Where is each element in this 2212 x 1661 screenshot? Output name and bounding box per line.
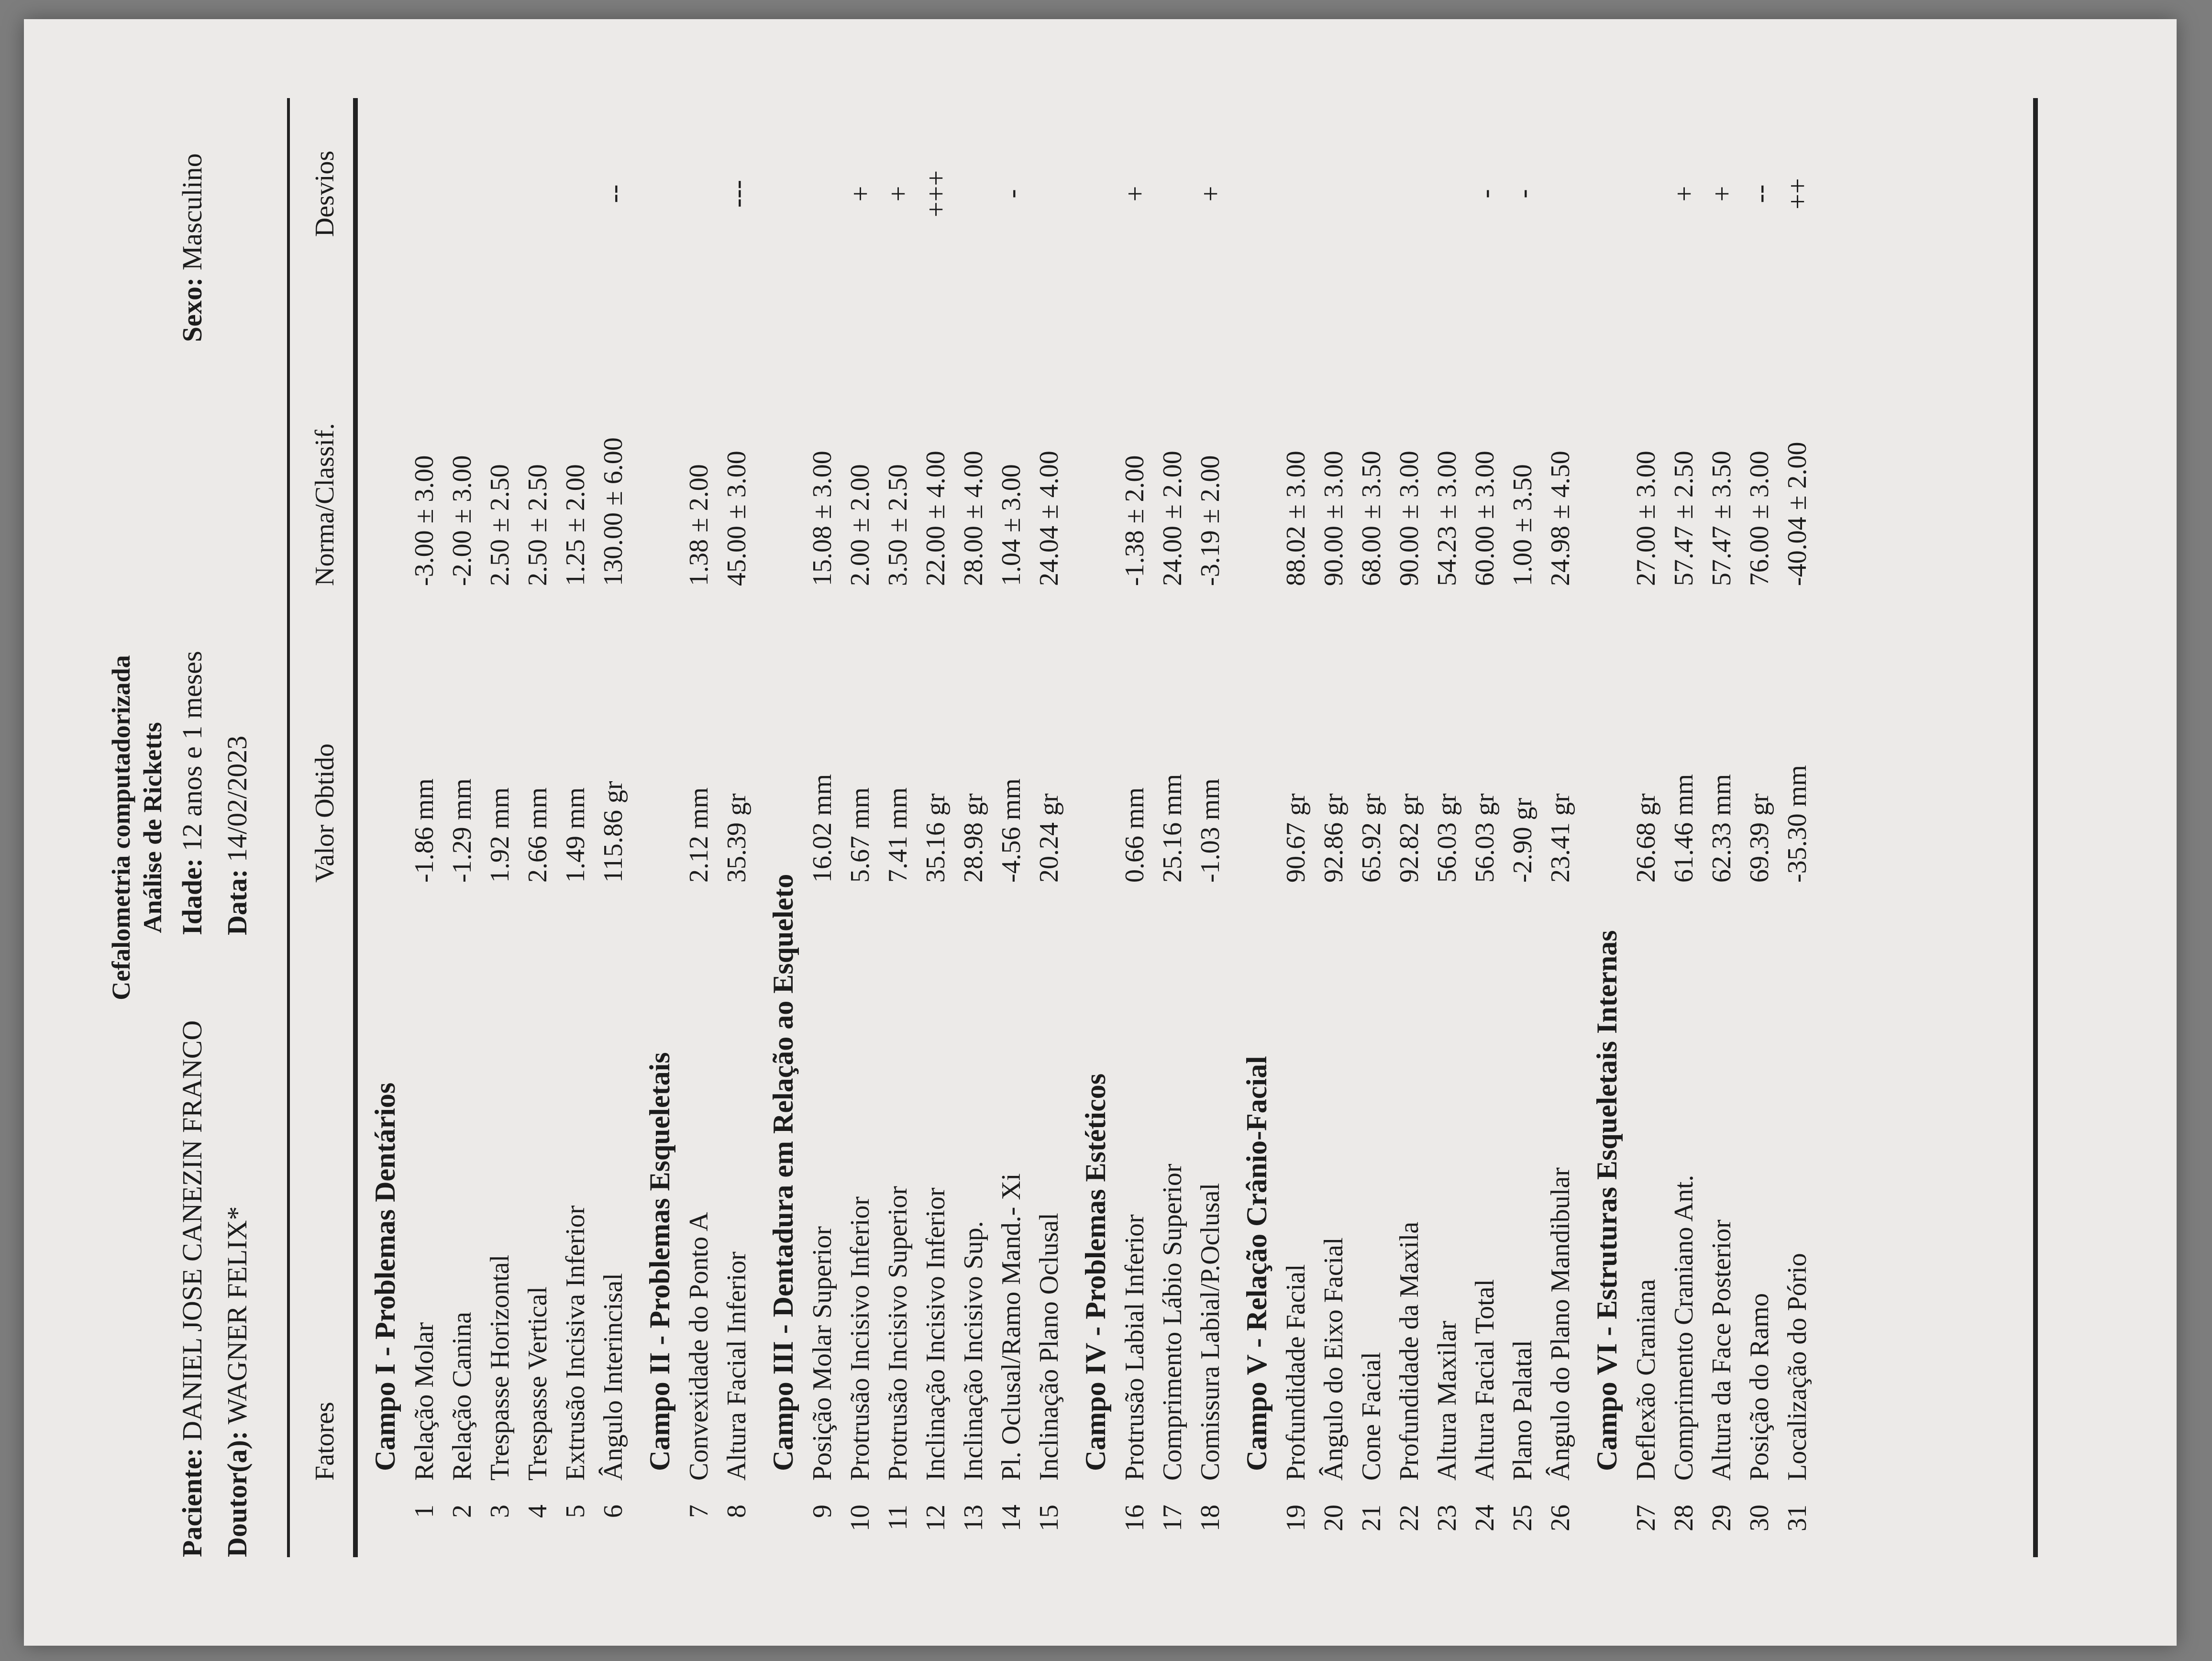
obtained-value: 28.98 gr	[959, 793, 988, 883]
norm-value: 60.00 ± 3.00	[1470, 451, 1500, 586]
obtained-value: 5.67 mm	[845, 787, 875, 883]
obtained-value: 35.39 gr	[722, 793, 752, 883]
table-row	[406, 98, 443, 1557]
patient-age: 12 anos e 1 meses	[177, 651, 208, 852]
deviation-mark: +	[1706, 186, 1737, 202]
row-number: 10	[845, 1505, 875, 1531]
table-row	[1116, 98, 1154, 1557]
table-row	[1504, 98, 1542, 1557]
row-number: 25	[1508, 1505, 1537, 1531]
factor-name: Plano Palatal	[1508, 1340, 1537, 1481]
norm-value: 24.00 ± 2.00	[1158, 451, 1187, 586]
row-number: 16	[1120, 1505, 1150, 1531]
obtained-value: -1.03 mm	[1195, 778, 1225, 883]
date-label: Data:	[221, 869, 253, 935]
factor-name: Altura Maxilar	[1432, 1320, 1462, 1481]
norm-value: 2.00 ± 2.00	[845, 464, 875, 586]
factor-name: Profundidade Facial	[1281, 1264, 1311, 1481]
row-number: 20	[1319, 1505, 1349, 1531]
obtained-value: 23.41 gr	[1546, 793, 1575, 883]
patient-label: Paciente:	[177, 1448, 208, 1557]
deviation-mark	[680, 117, 718, 270]
norm-value: 15.08 ± 3.00	[807, 451, 837, 586]
table-row	[680, 98, 718, 1557]
factor-name: Comprimento Craniano Ant.	[1669, 1174, 1699, 1481]
deviation-mark	[1353, 117, 1391, 270]
obtained-value: 65.92 gr	[1357, 793, 1386, 883]
deviation-mark	[1627, 117, 1665, 270]
factor-name: Cone Facial	[1357, 1351, 1386, 1481]
row-number: 21	[1357, 1505, 1386, 1531]
deviation-mark: +	[1669, 186, 1700, 202]
obtained-value: 90.67 gr	[1281, 793, 1311, 883]
obtained-value: 2.66 mm	[523, 787, 553, 883]
table-row	[1192, 98, 1229, 1557]
norm-value: -3.00 ± 3.00	[409, 455, 439, 586]
report-title: Cefalometria computadorizada	[107, 655, 135, 1000]
report-subtitle: Análise de Ricketts	[138, 722, 167, 933]
patient-name: DANIEL JOSE CANEZIN FRANCO	[177, 1020, 208, 1441]
results-table	[365, 98, 1816, 1557]
section-title: Campo III - Dentadura em Relação ao Esqueleto	[767, 874, 799, 1471]
norm-value: 22.00 ± 4.00	[921, 451, 951, 586]
obtained-value: -1.29 mm	[447, 778, 477, 883]
norm-value: 57.47 ± 2.50	[1669, 451, 1699, 586]
obtained-value: -2.90 gr	[1508, 797, 1537, 883]
factor-name: Posição Molar Superior	[807, 1226, 837, 1481]
report-date: 14/02/2023	[221, 735, 253, 862]
factor-name: Ângulo do Plano Mandibular	[1546, 1167, 1575, 1481]
deviation-mark	[557, 117, 595, 270]
table-row	[804, 98, 841, 1557]
row-number: 3	[485, 1505, 515, 1518]
row-number: 1	[409, 1505, 439, 1518]
table-row	[519, 98, 557, 1557]
norm-value: 130.00 ± 6.00	[598, 437, 628, 586]
norm-value: 68.00 ± 3.50	[1357, 451, 1386, 586]
factor-name: Convexidade do Ponto A	[684, 1212, 714, 1481]
factor-name: Trespasse Horizontal	[485, 1254, 515, 1481]
deviation-mark	[1154, 117, 1192, 270]
row-number: 22	[1394, 1505, 1424, 1531]
obtained-value: -4.56 mm	[996, 778, 1026, 883]
paper-sheet	[24, 19, 2177, 1646]
table-row	[879, 98, 917, 1557]
table-row	[1315, 98, 1353, 1557]
deviation-mark: -	[1470, 189, 1501, 199]
deviation-mark	[481, 117, 519, 270]
section-title: Campo IV - Problemas Estéticos	[1080, 1073, 1111, 1471]
table-row	[1665, 98, 1703, 1557]
obtained-value: 92.82 gr	[1394, 793, 1424, 883]
row-number: 23	[1432, 1505, 1462, 1531]
obtained-value: 69.39 gr	[1745, 793, 1774, 883]
table-row	[1353, 98, 1391, 1557]
norm-value: 1.00 ± 3.50	[1508, 464, 1537, 586]
row-number: 7	[684, 1505, 714, 1518]
norm-value: 90.00 ± 3.00	[1319, 451, 1349, 586]
row-number: 6	[598, 1505, 628, 1518]
factor-name: Altura Facial Total	[1470, 1279, 1500, 1481]
row-number: 13	[959, 1505, 988, 1531]
norm-value: -1.38 ± 2.00	[1120, 455, 1150, 586]
factor-name: Inclinação Incisivo Sup.	[959, 1221, 988, 1481]
norm-value: 1.38 ± 2.00	[684, 464, 714, 586]
column-rule	[353, 98, 358, 1557]
deviation-mark	[519, 117, 557, 270]
table-row	[1391, 98, 1428, 1557]
section-title: Campo II - Problemas Esqueletais	[644, 1052, 675, 1471]
row-number: 11	[883, 1505, 913, 1530]
obtained-value: 7.41 mm	[883, 787, 913, 883]
table-row	[481, 98, 519, 1557]
table-row	[1779, 98, 1816, 1557]
patient-sex: Masculino	[177, 153, 208, 271]
norm-value: 76.00 ± 3.00	[1745, 451, 1774, 586]
obtained-value: 0.66 mm	[1120, 787, 1150, 883]
sex-label: Sexo:	[177, 277, 208, 342]
row-number: 5	[561, 1505, 590, 1518]
deviation-mark	[1542, 117, 1580, 270]
row-number: 19	[1281, 1505, 1311, 1531]
deviation-mark	[1030, 117, 1068, 270]
norm-value: 28.00 ± 4.00	[959, 451, 988, 586]
obtained-value: 25.16 mm	[1158, 774, 1187, 883]
table-row	[1428, 98, 1466, 1557]
row-number: 18	[1195, 1505, 1225, 1531]
obtained-value: 35.16 gr	[921, 793, 951, 883]
row-number: 24	[1470, 1505, 1500, 1531]
table-row	[955, 98, 993, 1557]
norm-value: 27.00 ± 3.00	[1631, 451, 1661, 586]
factor-name: Deflexão Craniana	[1631, 1279, 1661, 1481]
table-row	[595, 98, 632, 1557]
row-number: 9	[807, 1505, 837, 1518]
factor-name: Protrusão Incisivo Inferior	[845, 1196, 875, 1481]
row-number: 26	[1546, 1505, 1575, 1531]
obtained-value: 26.68 gr	[1631, 793, 1661, 883]
column-norm: Norma/Classif.	[310, 423, 340, 586]
obtained-value: 61.46 mm	[1669, 774, 1699, 883]
deviation-mark: +	[845, 186, 876, 202]
deviation-mark: +++	[920, 170, 951, 218]
factor-name: Comissura Labial/P.Oclusal	[1195, 1183, 1225, 1481]
factor-name: Ângulo do Eixo Facial	[1319, 1237, 1349, 1481]
row-number: 31	[1782, 1505, 1812, 1531]
table-row	[557, 98, 595, 1557]
norm-value: 24.98 ± 4.50	[1546, 451, 1575, 586]
norm-value: 54.23 ± 3.00	[1432, 451, 1462, 586]
factor-name: Comprimento Lábio Superior	[1158, 1163, 1187, 1481]
table-row	[993, 98, 1030, 1557]
row-number: 8	[722, 1505, 752, 1518]
section-title: Campo V - Relação Crânio-Facial	[1241, 1056, 1272, 1471]
factor-name: Profundidade da Maxila	[1394, 1221, 1424, 1481]
deviation-mark: --	[1744, 184, 1775, 203]
obtained-value: 92.86 gr	[1319, 793, 1349, 883]
obtained-value: 56.03 gr	[1432, 793, 1462, 883]
report-page	[105, 98, 2114, 1557]
norm-value: -2.00 ± 3.00	[447, 455, 477, 586]
deviation-mark	[804, 117, 841, 270]
table-row	[1703, 98, 1741, 1557]
table-row	[841, 98, 879, 1557]
factor-name: Posição do Ramo	[1745, 1293, 1774, 1481]
deviation-mark	[1428, 117, 1466, 270]
norm-value: 57.47 ± 3.50	[1707, 451, 1736, 586]
patient-header	[171, 98, 213, 1557]
column-deviation: Desvios	[310, 150, 340, 237]
table-row	[1466, 98, 1504, 1557]
age-label: Idade:	[177, 858, 208, 935]
column-factors: Fatores	[310, 1402, 340, 1481]
norm-value: -3.19 ± 2.00	[1195, 455, 1225, 586]
factor-name: Pl. Oclusal/Ramo Mand.- Xi	[996, 1173, 1026, 1481]
obtained-value: 1.92 mm	[485, 787, 515, 883]
table-row	[1627, 98, 1665, 1557]
row-number: 4	[523, 1505, 553, 1518]
obtained-value: 56.03 gr	[1470, 793, 1500, 883]
factor-name: Inclinação Plano Oclusal	[1034, 1213, 1064, 1481]
factor-name: Trespasse Vertical	[523, 1286, 553, 1481]
deviation-mark	[1391, 117, 1428, 270]
factor-name: Relação Canina	[447, 1312, 477, 1481]
norm-value: 88.02 ± 3.00	[1281, 451, 1311, 586]
table-row	[718, 98, 756, 1557]
obtained-value: 20.24 gr	[1034, 793, 1064, 883]
row-number: 12	[921, 1505, 951, 1531]
obtained-value: 115.86 gr	[598, 781, 628, 883]
row-number: 29	[1707, 1505, 1736, 1531]
doctor-header	[216, 98, 258, 1557]
column-value: Valor Obtido	[310, 743, 340, 883]
norm-value: 24.04 ± 4.00	[1034, 451, 1064, 586]
table-row	[1542, 98, 1580, 1557]
section-title: Campo I - Problemas Dentários	[369, 1082, 401, 1471]
row-number: 2	[447, 1505, 477, 1518]
deviation-mark: +	[1119, 186, 1150, 202]
deviation-mark	[955, 117, 993, 270]
factor-name: Relação Molar	[409, 1322, 439, 1481]
row-number: 27	[1631, 1505, 1661, 1531]
norm-value: 1.25 ± 2.00	[561, 464, 590, 586]
norm-value: 2.50 ± 2.50	[523, 464, 553, 586]
row-number: 15	[1034, 1505, 1064, 1531]
table-row	[443, 98, 481, 1557]
deviation-mark	[1277, 117, 1315, 270]
deviation-mark	[443, 117, 481, 270]
deviation-mark: ---	[721, 180, 752, 208]
column-headers	[290, 98, 353, 1557]
factor-name: Inclinação Incisivo Inferior	[921, 1187, 951, 1481]
deviation-mark: ++	[1782, 178, 1813, 210]
obtained-value: 1.49 mm	[561, 787, 590, 883]
deviation-mark: --	[598, 184, 629, 203]
table-row	[917, 98, 955, 1557]
norm-value: 2.50 ± 2.50	[485, 464, 515, 586]
doctor-label: Doutor(a):	[221, 1430, 253, 1557]
row-number: 14	[996, 1505, 1026, 1531]
factor-name: Protrusão Labial Inferior	[1120, 1214, 1150, 1481]
norm-value: -40.04 ± 2.00	[1782, 442, 1812, 586]
obtained-value: -1.86 mm	[409, 778, 439, 883]
deviation-mark	[1315, 117, 1353, 270]
obtained-value: 16.02 mm	[807, 774, 837, 883]
deviation-mark	[406, 117, 443, 270]
factor-name: Ângulo Interincisal	[598, 1273, 628, 1481]
section-title: Campo VI - Estruturas Esqueletais Internas	[1591, 930, 1623, 1471]
doctor-name: WAGNER FELIX*	[221, 1206, 253, 1425]
factor-name: Localização do Pório	[1782, 1253, 1812, 1481]
table-row	[1154, 98, 1192, 1557]
factor-name: Protrusão Incisivo Superior	[883, 1186, 913, 1481]
row-number: 17	[1158, 1505, 1187, 1531]
deviation-mark: +	[883, 186, 914, 202]
row-number: 28	[1669, 1505, 1699, 1531]
table-row	[1741, 98, 1779, 1557]
obtained-value: 62.33 mm	[1707, 774, 1736, 883]
deviation-mark: -	[996, 189, 1027, 199]
table-row	[1030, 98, 1068, 1557]
norm-value: 90.00 ± 3.00	[1394, 451, 1424, 586]
factor-name: Altura Facial Inferior	[722, 1251, 752, 1481]
deviation-mark: +	[1195, 186, 1226, 202]
norm-value: 45.00 ± 3.00	[722, 451, 752, 586]
norm-value: 1.04 ± 3.00	[996, 464, 1026, 586]
bottom-rule	[2033, 98, 2038, 1557]
deviation-mark: -	[1507, 189, 1538, 199]
obtained-value: -35.30 mm	[1782, 765, 1812, 883]
row-number: 30	[1745, 1505, 1774, 1531]
factor-name: Extrusão Incisiva Inferior	[561, 1205, 590, 1481]
norm-value: 3.50 ± 2.50	[883, 464, 913, 586]
table-row	[1277, 98, 1315, 1557]
factor-name: Altura da Face Posterior	[1707, 1219, 1736, 1481]
obtained-value: 2.12 mm	[684, 787, 714, 883]
